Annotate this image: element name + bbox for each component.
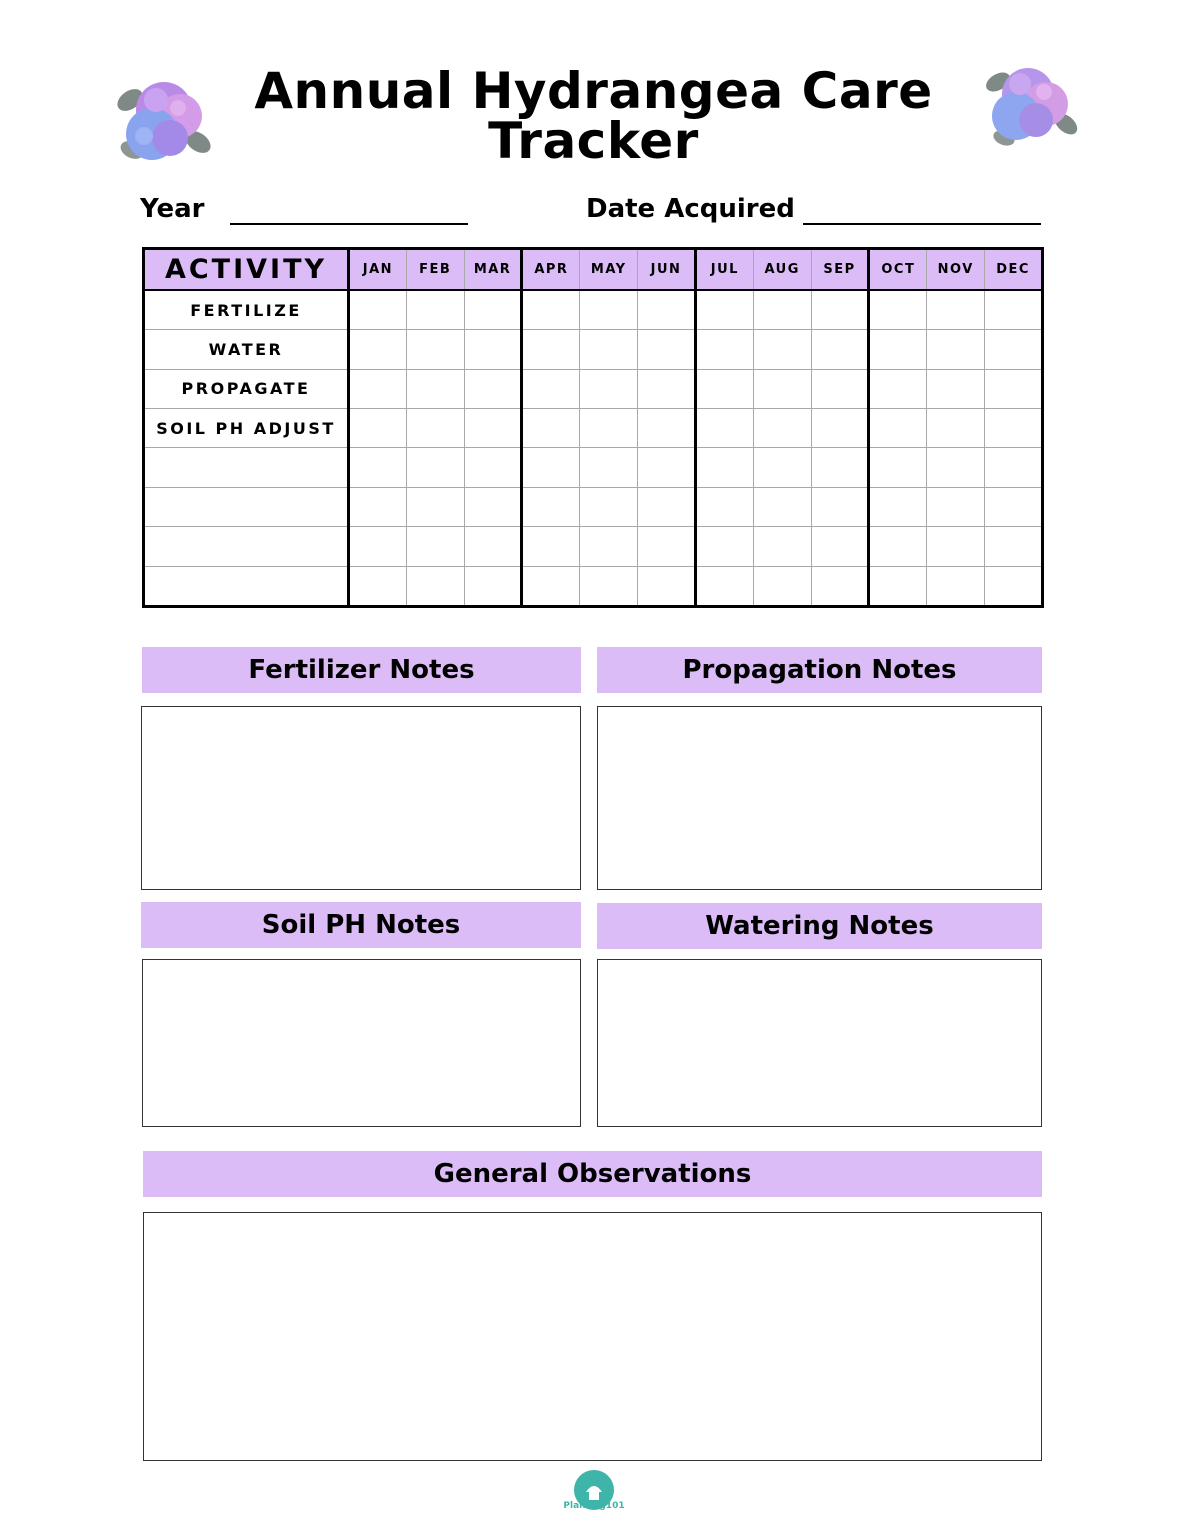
propagation-notes-box[interactable] bbox=[597, 706, 1042, 890]
page-title: Annual Hydrangea Care bbox=[254, 62, 933, 120]
tracker-cell[interactable] bbox=[522, 448, 580, 487]
tracker-cell[interactable] bbox=[522, 369, 580, 408]
tracker-cell[interactable] bbox=[927, 527, 985, 566]
soil-ph-notes-heading: Soil PH Notes bbox=[141, 902, 581, 948]
activity-label bbox=[144, 527, 349, 566]
tracker-cell[interactable] bbox=[580, 448, 638, 487]
activity-label: PROPAGATE bbox=[144, 369, 349, 408]
tracker-cell[interactable] bbox=[869, 330, 927, 369]
tracker-cell[interactable] bbox=[638, 566, 696, 606]
tracker-cell[interactable] bbox=[753, 487, 811, 526]
tracker-cell[interactable] bbox=[638, 409, 696, 448]
tracker-row bbox=[144, 409, 1043, 448]
tracker-cell[interactable] bbox=[985, 330, 1043, 369]
tracker-cell[interactable] bbox=[638, 448, 696, 487]
activity-tracker-table bbox=[142, 247, 1044, 608]
month-header: AUG bbox=[753, 249, 811, 291]
tracker-row bbox=[144, 448, 1043, 487]
watering-notes-box[interactable] bbox=[597, 959, 1042, 1127]
tracker-cell[interactable] bbox=[927, 448, 985, 487]
tracker-cell[interactable] bbox=[464, 409, 522, 448]
tracker-cell[interactable] bbox=[522, 330, 580, 369]
tracker-cell[interactable] bbox=[985, 290, 1043, 330]
general-observations-box[interactable] bbox=[143, 1212, 1042, 1461]
activity-label bbox=[144, 566, 349, 606]
tracker-cell[interactable] bbox=[349, 566, 407, 606]
month-header: MAY bbox=[580, 249, 638, 291]
tracker-cell[interactable] bbox=[811, 330, 869, 369]
tracker-row bbox=[144, 527, 1043, 566]
tracker-cell[interactable] bbox=[811, 369, 869, 408]
tracker-cell[interactable] bbox=[406, 409, 464, 448]
tracker-cell[interactable] bbox=[349, 527, 407, 566]
tracker-cell[interactable] bbox=[464, 290, 522, 330]
tracker-cell[interactable] bbox=[985, 448, 1043, 487]
tracker-cell[interactable] bbox=[869, 487, 927, 526]
tracker-cell[interactable] bbox=[985, 409, 1043, 448]
tracker-cell[interactable] bbox=[695, 290, 753, 330]
tracker-header-row bbox=[144, 249, 1043, 291]
tracker-cell[interactable] bbox=[464, 527, 522, 566]
tracker-cell[interactable] bbox=[927, 566, 985, 606]
date-acquired-field[interactable] bbox=[803, 223, 1041, 225]
tracker-cell[interactable] bbox=[406, 487, 464, 526]
tracker-cell[interactable] bbox=[522, 527, 580, 566]
watering-notes-heading: Watering Notes bbox=[597, 903, 1042, 949]
tracker-cell[interactable] bbox=[985, 369, 1043, 408]
month-header: JUN bbox=[638, 249, 696, 291]
month-header: DEC bbox=[985, 249, 1043, 291]
month-header: JAN bbox=[349, 249, 407, 291]
tracker-cell[interactable] bbox=[580, 566, 638, 606]
tracker-cell[interactable] bbox=[580, 369, 638, 408]
tracker-cell[interactable] bbox=[753, 330, 811, 369]
activity-label: FERTILIZE bbox=[144, 290, 349, 330]
general-observations-heading: General Observations bbox=[143, 1151, 1042, 1197]
year-field[interactable] bbox=[230, 223, 468, 225]
tracker-cell[interactable] bbox=[522, 290, 580, 330]
tracker-cell[interactable] bbox=[985, 527, 1043, 566]
tracker-cell[interactable] bbox=[464, 448, 522, 487]
tracker-cell[interactable] bbox=[349, 448, 407, 487]
tracker-cell[interactable] bbox=[406, 566, 464, 606]
tracker-cell[interactable] bbox=[522, 409, 580, 448]
tracker-cell[interactable] bbox=[811, 409, 869, 448]
tracker-cell[interactable] bbox=[985, 487, 1043, 526]
month-header: NOV bbox=[927, 249, 985, 291]
activity-label bbox=[144, 448, 349, 487]
month-header: APR bbox=[522, 249, 580, 291]
tracker-cell[interactable] bbox=[695, 527, 753, 566]
tracker-cell[interactable] bbox=[811, 566, 869, 606]
fertilizer-notes-heading: Fertilizer Notes bbox=[142, 647, 581, 693]
tracker-cell[interactable] bbox=[580, 290, 638, 330]
tracker-cell[interactable] bbox=[349, 330, 407, 369]
tracker-cell[interactable] bbox=[638, 487, 696, 526]
tracker-cell[interactable] bbox=[927, 290, 985, 330]
tracker-cell[interactable] bbox=[927, 369, 985, 408]
tracker-cell[interactable] bbox=[464, 330, 522, 369]
month-header: SEP bbox=[811, 249, 869, 291]
year-label: Year bbox=[140, 194, 205, 224]
tracker-cell[interactable] bbox=[522, 566, 580, 606]
tracker-cell[interactable] bbox=[695, 409, 753, 448]
tracker-cell[interactable] bbox=[406, 527, 464, 566]
month-header: JUL bbox=[695, 249, 753, 291]
tracker-cell[interactable] bbox=[464, 487, 522, 526]
tracker-cell[interactable] bbox=[927, 330, 985, 369]
date-acquired-label: Date Acquired bbox=[586, 194, 795, 224]
activity-label bbox=[144, 487, 349, 526]
tracker-cell[interactable] bbox=[522, 487, 580, 526]
tracker-cell[interactable] bbox=[985, 566, 1043, 606]
tracker-cell[interactable] bbox=[580, 330, 638, 369]
tracker-cell[interactable] bbox=[349, 487, 407, 526]
activity-label: SOIL PH ADJUST bbox=[144, 409, 349, 448]
tracker-cell[interactable] bbox=[869, 369, 927, 408]
tracker-cell[interactable] bbox=[349, 290, 407, 330]
month-header: FEB bbox=[406, 249, 464, 291]
fertilizer-notes-box[interactable] bbox=[141, 706, 581, 890]
tracker-cell[interactable] bbox=[811, 290, 869, 330]
activity-header: ACTIVITY bbox=[144, 249, 349, 291]
tracker-cell[interactable] bbox=[753, 409, 811, 448]
tracker-cell[interactable] bbox=[580, 409, 638, 448]
tracker-cell[interactable] bbox=[580, 487, 638, 526]
soil-ph-notes-box[interactable] bbox=[142, 959, 581, 1127]
tracker-cell[interactable] bbox=[695, 448, 753, 487]
tracker-cell[interactable] bbox=[753, 290, 811, 330]
month-header: MAR bbox=[464, 249, 522, 291]
page-title-line2: Tracker bbox=[488, 112, 699, 170]
month-header: OCT bbox=[869, 249, 927, 291]
tracker-cell[interactable] bbox=[406, 290, 464, 330]
tracker-cell[interactable] bbox=[753, 527, 811, 566]
propagation-notes-heading: Propagation Notes bbox=[597, 647, 1042, 693]
tracker-cell[interactable] bbox=[753, 448, 811, 487]
tracker-cell[interactable] bbox=[695, 487, 753, 526]
tracker-cell[interactable] bbox=[580, 527, 638, 566]
tracker-cell[interactable] bbox=[695, 566, 753, 606]
tracker-cell[interactable] bbox=[638, 369, 696, 408]
tracker-cell[interactable] bbox=[464, 369, 522, 408]
tracker-cell[interactable] bbox=[753, 369, 811, 408]
tracker-cell[interactable] bbox=[869, 566, 927, 606]
tracker-row bbox=[144, 566, 1043, 606]
tracker-cell[interactable] bbox=[349, 369, 407, 408]
tracker-cell[interactable] bbox=[869, 448, 927, 487]
tracker-cell[interactable] bbox=[869, 290, 927, 330]
tracker-cell[interactable] bbox=[638, 290, 696, 330]
tracker-cell[interactable] bbox=[869, 409, 927, 448]
tracker-cell[interactable] bbox=[406, 330, 464, 369]
tracker-cell[interactable] bbox=[811, 527, 869, 566]
footer-logo-text: Planting101 bbox=[563, 1501, 625, 1511]
tracker-row bbox=[144, 369, 1043, 408]
tracker-cell[interactable] bbox=[869, 527, 927, 566]
tracker-cell[interactable] bbox=[811, 487, 869, 526]
tracker-cell[interactable] bbox=[695, 369, 753, 408]
tracker-cell[interactable] bbox=[638, 330, 696, 369]
tracker-row bbox=[144, 487, 1043, 526]
tracker-cell[interactable] bbox=[406, 369, 464, 408]
tracker-row bbox=[144, 290, 1043, 330]
tracker-cell[interactable] bbox=[464, 566, 522, 606]
tracker-cell[interactable] bbox=[406, 448, 464, 487]
activity-label: WATER bbox=[144, 330, 349, 369]
tracker-cell[interactable] bbox=[927, 487, 985, 526]
tracker-cell[interactable] bbox=[638, 527, 696, 566]
tracker-cell[interactable] bbox=[927, 409, 985, 448]
tracker-row bbox=[144, 330, 1043, 369]
tracker-cell[interactable] bbox=[349, 409, 407, 448]
tracker-cell[interactable] bbox=[753, 566, 811, 606]
tracker-cell[interactable] bbox=[811, 448, 869, 487]
tracker-cell[interactable] bbox=[695, 330, 753, 369]
